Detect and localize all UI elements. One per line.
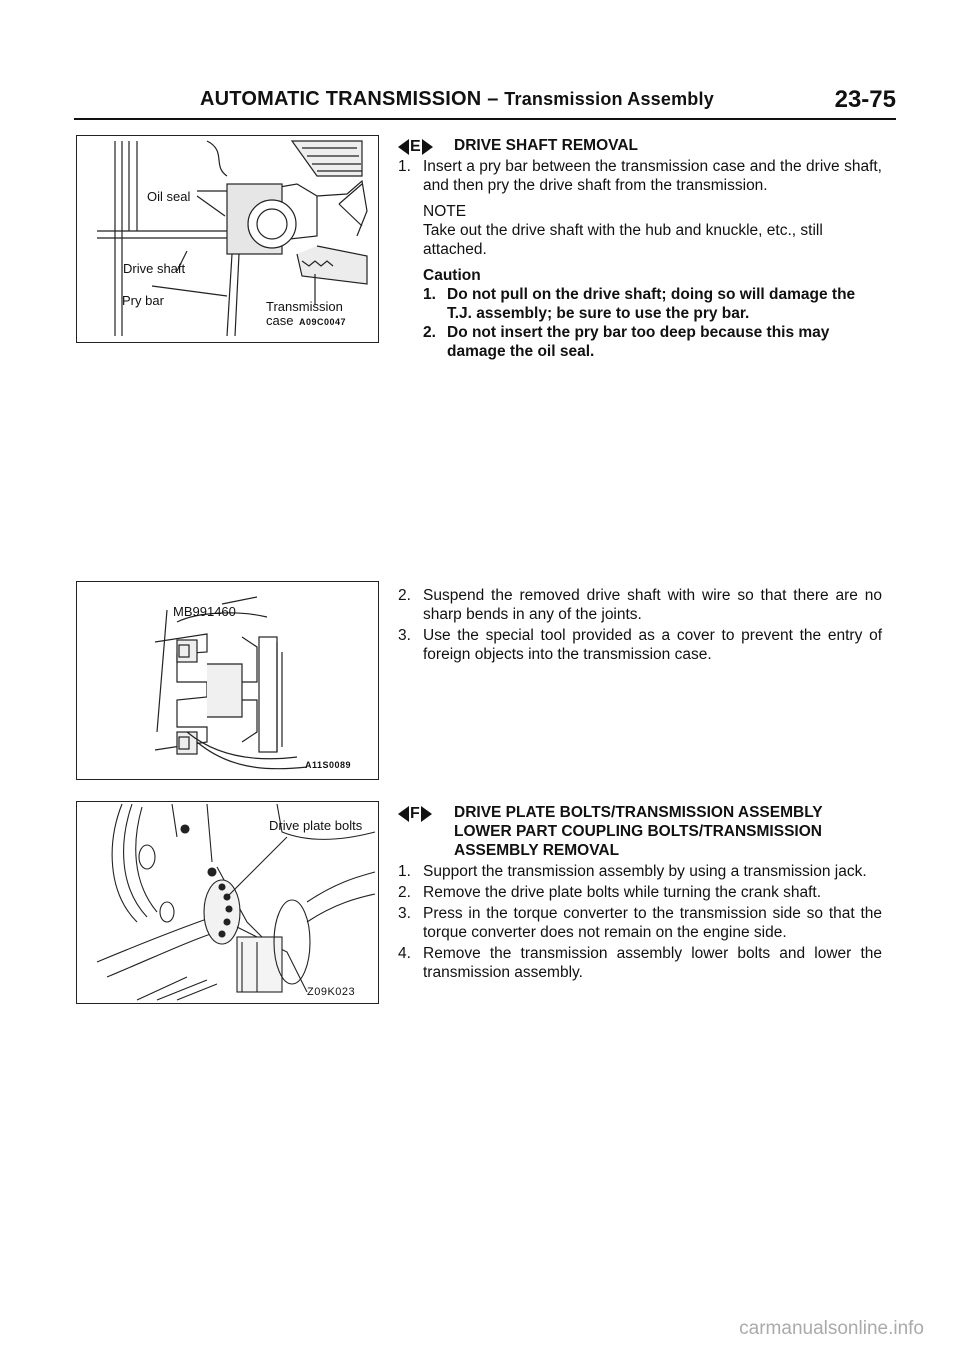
arrow-right-icon <box>422 139 433 155</box>
section-badge <box>398 137 433 156</box>
page-title <box>200 88 714 111</box>
step-item <box>398 862 882 881</box>
label-transmission: Transmission <box>266 299 343 314</box>
figure-code: A09C0047 <box>299 317 347 327</box>
caution-item <box>398 323 882 361</box>
step-item <box>398 883 882 902</box>
step-text: Support the transmission assembly by using a transmission jack. <box>423 863 867 880</box>
step-text: Press in the torque converter to the transmission side so that the torque converter does not remain on the engine side. <box>423 905 882 941</box>
label-case: case <box>266 313 294 328</box>
caution-number: 2. <box>423 324 436 341</box>
header-rule <box>74 118 896 120</box>
section-title-text: DRIVE SHAFT REMOVAL <box>454 137 638 154</box>
note-label: NOTE <box>423 203 467 220</box>
step-number: 1. <box>398 158 411 175</box>
step-number: 4. <box>398 945 411 962</box>
step-number: 3. <box>398 905 411 922</box>
arrow-left-icon <box>398 139 409 155</box>
section-title <box>398 136 882 155</box>
step-number: 2. <box>398 884 411 901</box>
title-sub: Transmission Assembly <box>504 89 714 109</box>
label-pry-bar: Pry bar <box>122 293 164 308</box>
section-title-text: DRIVE PLATE BOLTS/TRANSMISSION ASSEMBLY LOWER PART COUPLING BOLTS/TRANSMISSION ASSEMBLY REMOVAL <box>454 804 823 859</box>
label-drive-plate-bolts: Drive plate bolts <box>269 818 363 833</box>
figure-code: Z09K023 <box>307 986 356 998</box>
caution-text: Do not insert the pry bar too deep because this may damage the oil seal. <box>447 324 830 360</box>
title-main: AUTOMATIC TRANSMISSION <box>200 88 482 110</box>
caution-text: Do not pull on the drive shaft; doing so will damage the T.J. assembly; be sure to use the pry bar. <box>447 286 856 322</box>
step-item <box>398 944 882 982</box>
step-text: Insert a pry bar between the transmission case and the drive shaft, and then pry the drive shaft from the transmission. <box>423 158 882 194</box>
step-item <box>398 626 882 664</box>
caution-item <box>398 285 882 323</box>
step-item <box>398 904 882 942</box>
page-header <box>74 86 896 120</box>
caution-label: Caution <box>423 267 481 284</box>
figure-special-tool <box>76 581 379 780</box>
footer-watermark[interactable]: carmanualsonline.info <box>739 1318 924 1339</box>
section-transmission-assembly-removal <box>398 803 882 982</box>
step-text: Remove the drive plate bolts while turning the crank shaft. <box>423 884 822 901</box>
step-item <box>398 586 882 624</box>
step-item <box>398 157 882 195</box>
section-badge <box>398 804 432 823</box>
step-number: 3. <box>398 627 411 644</box>
note-text: Take out the drive shaft with the hub and knuckle, etc., still attached. <box>423 222 823 258</box>
step-text: Suspend the removed drive shaft with wire so that there are no sharp bends in any of the joints. <box>423 587 882 623</box>
arrow-left-icon <box>398 806 409 822</box>
label-oil-seal: Oil seal <box>147 189 191 204</box>
step-text: Use the special tool provided as a cover to prevent the entry of foreign objects into the transmission case. <box>423 627 882 663</box>
figure-code: A11S0089 <box>305 760 352 770</box>
step-number: 2. <box>398 587 411 604</box>
section-drive-shaft-removal <box>398 136 882 361</box>
badge-letter: E <box>410 138 421 155</box>
page-number: 23-75 <box>834 86 896 113</box>
step-number: 1. <box>398 863 411 880</box>
badge-letter: F <box>410 805 420 822</box>
label-drive-shaft: Drive shaft <box>123 261 186 276</box>
caution-number: 1. <box>423 286 436 303</box>
section-title <box>398 803 882 860</box>
figure-drive-shaft-removal <box>76 135 379 343</box>
figure-drive-plate-bolts <box>76 801 379 1004</box>
step-text: Remove the transmission assembly lower bolts and lower the transmission assembly. <box>423 945 882 981</box>
arrow-right-icon <box>421 806 432 822</box>
section-drive-shaft-removal-continued <box>398 584 882 664</box>
label-mb991460: MB991460 <box>173 604 236 619</box>
title-separator: – <box>481 88 505 110</box>
